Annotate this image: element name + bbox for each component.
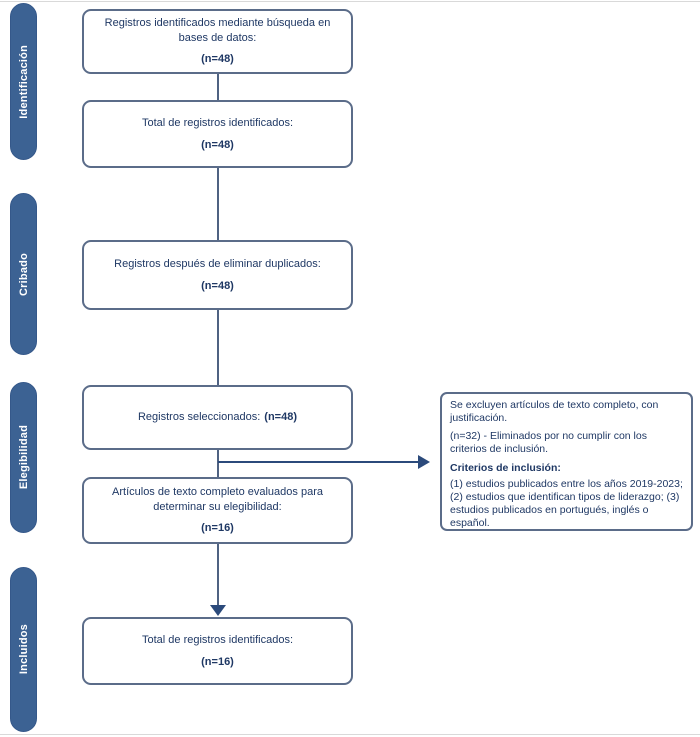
box-included-total-count: (n=16) <box>201 655 234 668</box>
stage-pill-incluidos <box>10 567 37 732</box>
connector-box3-box4 <box>217 310 219 385</box>
connector-box2-box3 <box>217 168 219 240</box>
bottom-border-line <box>0 734 700 735</box>
stage-pill-cribado <box>10 193 37 355</box>
box-total-records-count: (n=48) <box>201 138 234 151</box>
stage-label-identificacion: Identificación <box>17 44 30 119</box>
exclusion-count-reason: (n=32) - Eliminados por no cumplir con los criterios de inclusión. <box>450 430 647 456</box>
box-included-total <box>82 617 353 685</box>
box-included-total-text: Total de registros identificados: <box>141 633 294 646</box>
box-after-duplicates-text: Registros después de eliminar duplicados: <box>114 257 321 270</box>
box-fulltext-assessed-text: Artículos de texto completo evaluados para determinar su elegibilidad: <box>112 485 323 513</box>
stage-label-elegibilidad: Elegibilidad <box>17 425 30 490</box>
inclusion-criteria-list: (1) estudios publicados entre los años 2019-2023; (2) estudios que identifican tipos de liderazgo; (3) estudios publicados en portugués, inglés o español. <box>450 477 683 529</box>
box-after-duplicates-count: (n=48) <box>201 279 234 292</box>
box-total-records-text: Total de registros identificados: <box>141 116 294 129</box>
box-records-screened-count: (n=48) <box>264 411 297 424</box>
stage-label-incluidos: Incluidos <box>17 624 30 675</box>
arrowhead-right-icon <box>418 455 430 469</box>
box-records-screened-text <box>138 410 297 425</box>
box-records-screened-label: Registros seleccionados: <box>137 411 261 424</box>
arrowhead-down-icon <box>210 605 226 616</box>
box-total-records <box>82 100 353 168</box>
box-fulltext-assessed <box>82 477 353 544</box>
stage-pill-identificacion <box>10 3 37 160</box>
top-border-line <box>0 1 700 2</box>
connector-box5-box6 <box>217 544 219 606</box>
stage-pill-elegibilidad <box>10 382 37 533</box>
box-exclusion-criteria <box>440 392 693 531</box>
connector-box1-box2 <box>217 74 219 100</box>
connector-branch-exclusion <box>218 461 418 463</box>
stage-label-cribado: Cribado <box>17 252 30 296</box>
exclusion-statement: Se excluyen artículos de texto completo, con justificación. <box>450 399 659 425</box>
box-records-screened <box>82 385 353 450</box>
box-fulltext-assessed-count: (n=16) <box>201 522 234 535</box>
box-records-identified-text: Registros identificados mediante búsqueda en bases de datos: <box>104 16 331 44</box>
box-records-identified-count: (n=48) <box>201 53 234 66</box>
connector-box4-box5 <box>217 450 219 477</box>
box-after-duplicates-removed <box>82 240 353 310</box>
inclusion-criteria-heading: Criterios de inclusión: <box>450 461 561 474</box>
box-records-identified <box>82 9 353 74</box>
